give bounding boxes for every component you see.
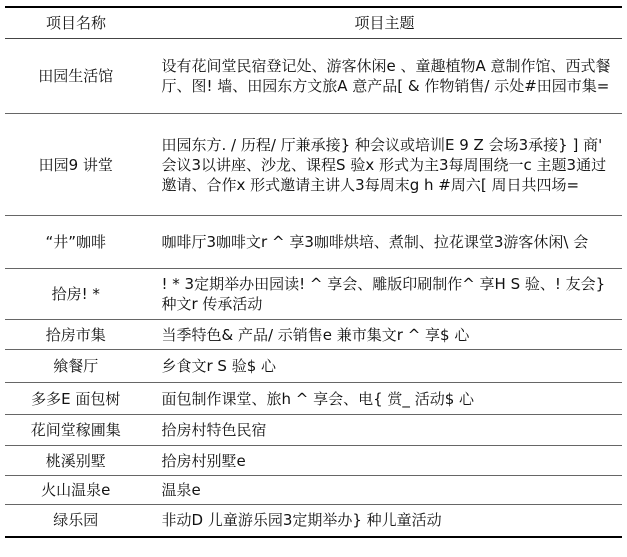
project-name-cell: “井”咖啡 xyxy=(5,216,147,269)
project-topic-cell: 当季特色& 产品/ 示销售e 兼市集文r ^ 享$ 心 xyxy=(147,320,622,350)
project-name-cell: 田园生活馆 xyxy=(5,39,147,114)
project-topic-cell: 非动D 儿童游乐园3定期举办} 种儿童活动 xyxy=(147,505,622,537)
table-row xyxy=(5,39,622,114)
table-row xyxy=(5,320,622,350)
table-header-row xyxy=(5,7,622,39)
header-project-topic: 项目主题 xyxy=(147,7,622,39)
project-topic-cell: ! * 3定期举办田园读! ^ 享会、雕版印刷制作^ 享H S 验、! 友会} 种文r 传承活动 xyxy=(147,269,622,320)
table-row xyxy=(5,269,622,320)
table-row xyxy=(5,383,622,415)
project-topic-cell: 乡食文r S 验$ 心 xyxy=(147,350,622,383)
project-name-cell: 桃溪别墅 xyxy=(5,446,147,476)
project-name-cell: 田园9 讲堂 xyxy=(5,114,147,216)
table-row xyxy=(5,505,622,537)
table-row xyxy=(5,446,622,476)
table-row xyxy=(5,476,622,505)
project-name-cell: 拾房市集 xyxy=(5,320,147,350)
project-topic-cell: 拾房村别墅e xyxy=(147,446,622,476)
project-topic-cell: 田园东方. / 历程/ 厅兼承接} 种会议或培训E 9 Z 会场3承接} ] 商' 会议3以讲座、沙龙、课程S 验x 形式为主3每周围绕一c 主题3通过邀请、合作x 形式邀请主讲人3每周末g h #周六[ 周日共四场= xyxy=(147,114,622,216)
project-table xyxy=(5,6,622,538)
table-row xyxy=(5,415,622,446)
project-topic-cell: 拾房村特色民宿 xyxy=(147,415,622,446)
table-row xyxy=(5,216,622,269)
project-name-cell: 火山温泉e xyxy=(5,476,147,505)
project-name-cell: 多多E 面包树 xyxy=(5,383,147,415)
project-topic-cell: 咖啡厅3咖啡文r ^ 享3咖啡烘培、煮制、拉花课堂3游客休闲\ 会 xyxy=(147,216,622,269)
project-name-cell: 绿乐园 xyxy=(5,505,147,537)
project-name-cell: 飨餐厅 xyxy=(5,350,147,383)
table-row xyxy=(5,114,622,216)
project-name-cell: 拾房! * xyxy=(5,269,147,320)
project-topic-cell: 设有花间堂民宿登记处、游客休闲e 、童趣植物A 意制作馆、西式餐厅、图! 墙、田园东方文旅A 意产品[ & 作物销售/ 示处#田园市集= xyxy=(147,39,622,114)
project-topic-cell: 温泉e xyxy=(147,476,622,505)
project-topic-cell: 面包制作课堂、旅h ^ 享会、电{ 赏_ 活动$ 心 xyxy=(147,383,622,415)
project-name-cell: 花间堂稼圃集 xyxy=(5,415,147,446)
table-row xyxy=(5,350,622,383)
header-project-name: 项目名称 xyxy=(5,7,147,39)
